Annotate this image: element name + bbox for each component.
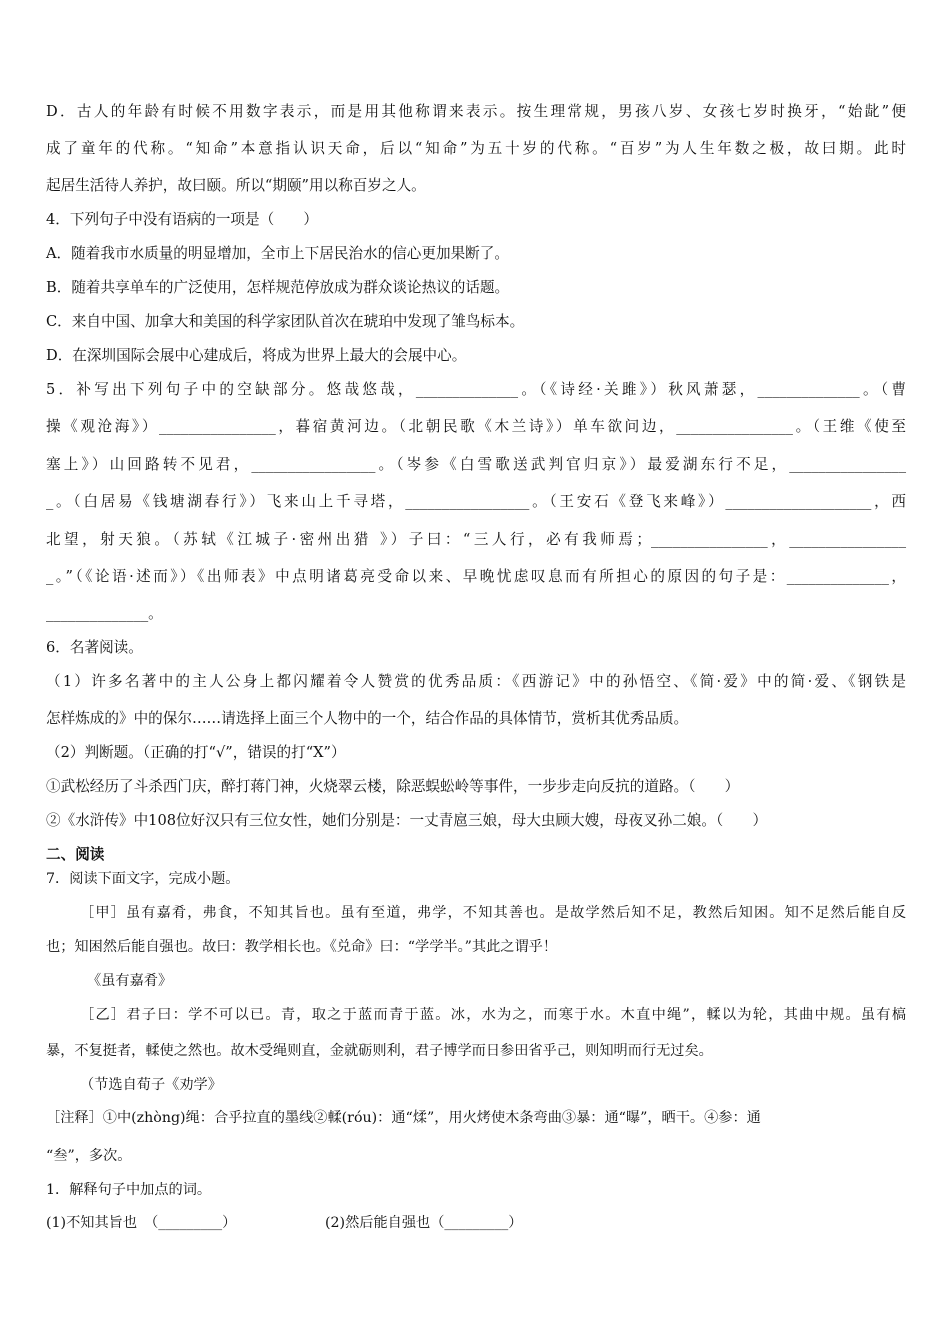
annotation-line-1: ［注释］①中(zhòng)绳：合乎拉直的墨线②輮(róu)：通“煣”，用火烤使木条弯曲③暴：通“曝”，晒干。④参：通 xyxy=(46,1110,761,1126)
sub-question-1-item-2: (2)然后能自强也（_________） xyxy=(325,1215,523,1231)
question-4-option-d: D．在深圳国际会展中心建成后，将成为世界上最大的会展中心。 xyxy=(46,347,467,364)
passage-yi-source: （节选自荀子《劝学》 xyxy=(80,1077,222,1093)
question-5-line-5: 北望，射天狼。（苏轼《江城子·密州出猎 》）子曰：“三人行，必有我师焉；________________，________________ xyxy=(46,531,906,548)
annotation-line-2: “叁”，多次。 xyxy=(46,1148,132,1164)
question-5-line-3: 塞上》）山回路转不见君，_________________。（岑参《白雪歌送武判官归京》）最爱湖东行不足，________________ xyxy=(46,456,906,473)
question-4-stem: 4．下列句子中没有语病的一项是（ ） xyxy=(46,211,318,228)
passage-yi-line-1: ［乙］君子曰：学不可以已。青，取之于蓝而青于蓝。冰，水为之，而寒于水。木直中绳”，輮以为轮，其曲中规。虽有槁 xyxy=(80,1007,906,1023)
section-heading-reading: 二、阅读 xyxy=(46,846,105,863)
question-6-part-1-line-2: 怎样炼成的》中的保尔……请选择上面三个人物中的一个，结合作品的具体情节，赏析其优秀品质。 xyxy=(46,710,689,727)
question-5-line-4: _。（白居易《钱塘湖春行》）飞来山上千寻塔，_________________。（王安石《登飞来峰》）____________________，西 xyxy=(46,493,906,510)
question-6-part-1-line-1: （1）许多名著中的主人公身上都闪耀着令人赞赏的优秀品质：《西游记》中的孙悟空、《简·爱》中的简·爱、《钢铁是 xyxy=(46,673,906,690)
passage-jia-line-2: 也；知困然后能自强也。故曰：教学相长也。《兑命》曰：“学学半。”其此之谓乎！ xyxy=(46,939,558,955)
sub-question-1-stem: 1．解释句子中加点的词。 xyxy=(46,1182,212,1198)
question-5-line-7: ______________。 xyxy=(46,605,163,622)
question-7-stem: 7．阅读下面文字，完成小题。 xyxy=(46,871,240,887)
question-6-judgement-1: ①武松经历了斗杀西门庆，醉打蒋门神，火烧翠云楼，除恶蜈蚣岭等事件，一步步走向反抗的道路。（ ） xyxy=(46,778,740,795)
passage-jia-line-1: ［甲］虽有嘉肴，弗食，不知其旨也。虽有至道，弗学，不知其善也。是故学然后知不足，教然后知困。知不足然后能自反 xyxy=(80,905,906,921)
option-d-paragraph-line-1: D．古人的年龄有时候不用数字表示，而是用其他称谓来表示。按生理常规，男孩八岁、女孩七岁时换牙，“始龀”便 xyxy=(46,103,906,120)
question-5-line-1: 5．补写出下列句子中的空缺部分。悠哉悠哉，______________。（《诗经·关雎》）秋风萧瑟，______________。（曹 xyxy=(46,381,906,398)
question-5-line-2: 操《观沧海》）________________，暮宿黄河边。（北朝民歌《木兰诗》）单车欲问边，________________。（王维《使至 xyxy=(46,418,906,435)
question-4-option-b: B．随着共享单车的广泛使用，怎样规范停放成为群众谈论热议的话题。 xyxy=(46,279,510,296)
question-6-stem: 6．名著阅读。 xyxy=(46,639,143,656)
option-d-paragraph-line-2: 成了童年的代称。“知命”本意指认识天命，后以“知命”为五十岁的代称。“百岁”为人生年数之极，故曰期。此时 xyxy=(46,140,906,157)
question-6-part-2-stem: （2）判断题。（正确的打“√”，错误的打“X”） xyxy=(46,744,346,761)
question-6-judgement-2: ②《水浒传》中108位好汉只有三位女性，她们分别是：一丈青扈三娘，母大虫顾大嫂，母夜叉孙二娘。（ ） xyxy=(46,812,768,829)
passage-yi-line-2: 暴，不复挺者，輮使之然也。故木受绳则直，金就砺则利，君子博学而日参田省乎己，则知明而行无过矣。 xyxy=(46,1043,713,1059)
question-4-option-c: C．来自中国、加拿大和美国的科学家团队首次在琥珀中发现了雏鸟标本。 xyxy=(46,313,525,330)
option-d-paragraph-line-3: 起居生活待人养护，故曰颐。所以“期颐”用以称百岁之人。 xyxy=(46,177,426,194)
question-4-option-a: A．随着我市水质量的明显增加，全市上下居民治水的信心更加果断了。 xyxy=(46,245,509,262)
passage-jia-source: 《虽有嘉肴》 xyxy=(87,973,173,989)
question-5-line-6: _。”（《论语·述而》）《出师表》中点明诸葛亮受命以来、早晚忧虑叹息而有所担心的原因的句子是：______________， xyxy=(46,568,906,585)
sub-question-1-item-1: (1)不知其旨也 （_________） xyxy=(46,1215,237,1231)
